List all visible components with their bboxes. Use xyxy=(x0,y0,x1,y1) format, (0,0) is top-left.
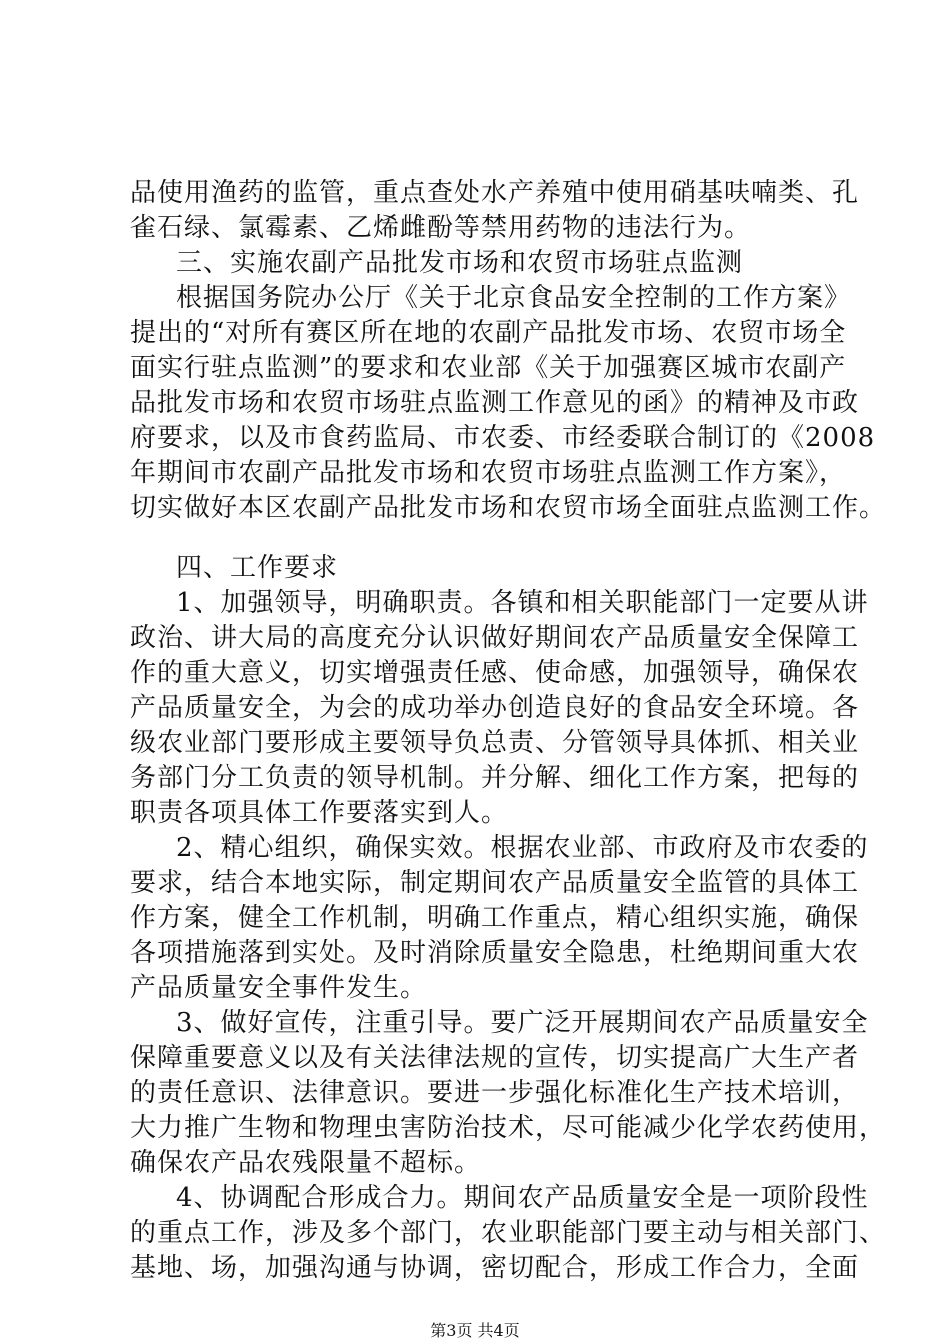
body-text-line: 作的重大意义，切实增强责任感、使命感，加强领导，确保农 xyxy=(130,658,860,688)
body-text-line: 确保农产品农残限量不超标。 xyxy=(130,1148,482,1178)
body-text-line: 要求，结合本地实际，制定期间农产品质量安全监管的具体工 xyxy=(130,868,860,898)
body-text-line: 的重点工作，涉及多个部门，农业职能部门要主动与相关部门、 xyxy=(130,1218,887,1248)
paragraph-first-line: 根据国务院办公厅《关于北京食品安全控制的工作方案》 xyxy=(176,283,852,313)
page-number: 第3页 共4页 xyxy=(430,1321,520,1340)
body-text-line: 切实做好本区农副产品批发市场和农贸市场全面驻点监测工作。 xyxy=(130,493,887,523)
body-text-line: 务部门分工负责的领导机制。并分解、细化工作方案，把每的 xyxy=(130,763,860,793)
page-footer xyxy=(0,1320,950,1342)
body-text-line: 保障重要意义以及有关法律法规的宣传，切实提高广大生产者 xyxy=(130,1043,860,1073)
body-text-line: 产品质量安全，为会的成功举办创造良好的食品安全环境。各 xyxy=(130,693,860,723)
body-text-line: 的责任意识、法律意识。要进一步强化标准化生产技术培训， xyxy=(130,1078,860,1108)
section-heading: 四、工作要求 xyxy=(176,553,339,583)
body-text-line: 品批发市场和农贸市场驻点监测工作意见的函》的精神及市政 xyxy=(130,388,860,418)
body-text-line: 职责各项具体工作要落实到人。 xyxy=(130,798,509,828)
body-text-line: 产品质量安全事件发生。 xyxy=(130,973,428,1003)
body-text-line: 政治、讲大局的高度充分认识做好期间农产品质量安全保障工 xyxy=(130,623,860,653)
body-text-line: 大力推广生物和物理虫害防治技术，尽可能减少化学农药使用， xyxy=(130,1113,887,1143)
body-text-line: 基地、场，加强沟通与协调，密切配合，形成工作合力，全面 xyxy=(130,1253,860,1283)
body-text-line: 级农业部门要形成主要领导负总责、分管领导具体抓、相关业 xyxy=(130,728,860,758)
body-text-line: 府要求，以及市食药监局、市农委、市经委联合制订的《2008 xyxy=(130,423,876,453)
body-text-line: 年期间市农副产品批发市场和农贸市场驻点监测工作方案》， xyxy=(130,458,847,488)
paragraph-first-line: 1、加强领导，明确职责。各镇和相关职能部门一定要从讲 xyxy=(176,588,869,618)
body-text-line: 品使用渔药的监管，重点查处水产养殖中使用硝基呋喃类、孔 xyxy=(130,178,860,208)
paragraph-first-line: 3、做好宣传，注重引导。要广泛开展期间农产品质量安全 xyxy=(176,1008,869,1038)
body-text-line: 各项措施落到实处。及时消除质量安全隐患，杜绝期间重大农 xyxy=(130,938,860,968)
body-text-line: 雀石绿、氯霉素、乙烯雌酚等禁用药物的违法行为。 xyxy=(130,213,752,243)
body-text-line: 提出的“对所有赛区所在地的农副产品批发市场、农贸市场全 xyxy=(130,318,847,348)
paragraph-first-line: 2、精心组织，确保实效。根据农业部、市政府及市农委的 xyxy=(176,833,869,863)
body-text-line: 作方案，健全工作机制，明确工作重点，精心组织实施，确保 xyxy=(130,903,860,933)
paragraph-first-line: 4、协调配合形成合力。期间农产品质量安全是一项阶段性 xyxy=(176,1183,869,1213)
body-text-line: 面实行驻点监测”的要求和农业部《关于加强赛区城市农副产 xyxy=(130,353,847,383)
section-heading: 三、实施农副产品批发市场和农贸市场驻点监测 xyxy=(176,248,744,278)
